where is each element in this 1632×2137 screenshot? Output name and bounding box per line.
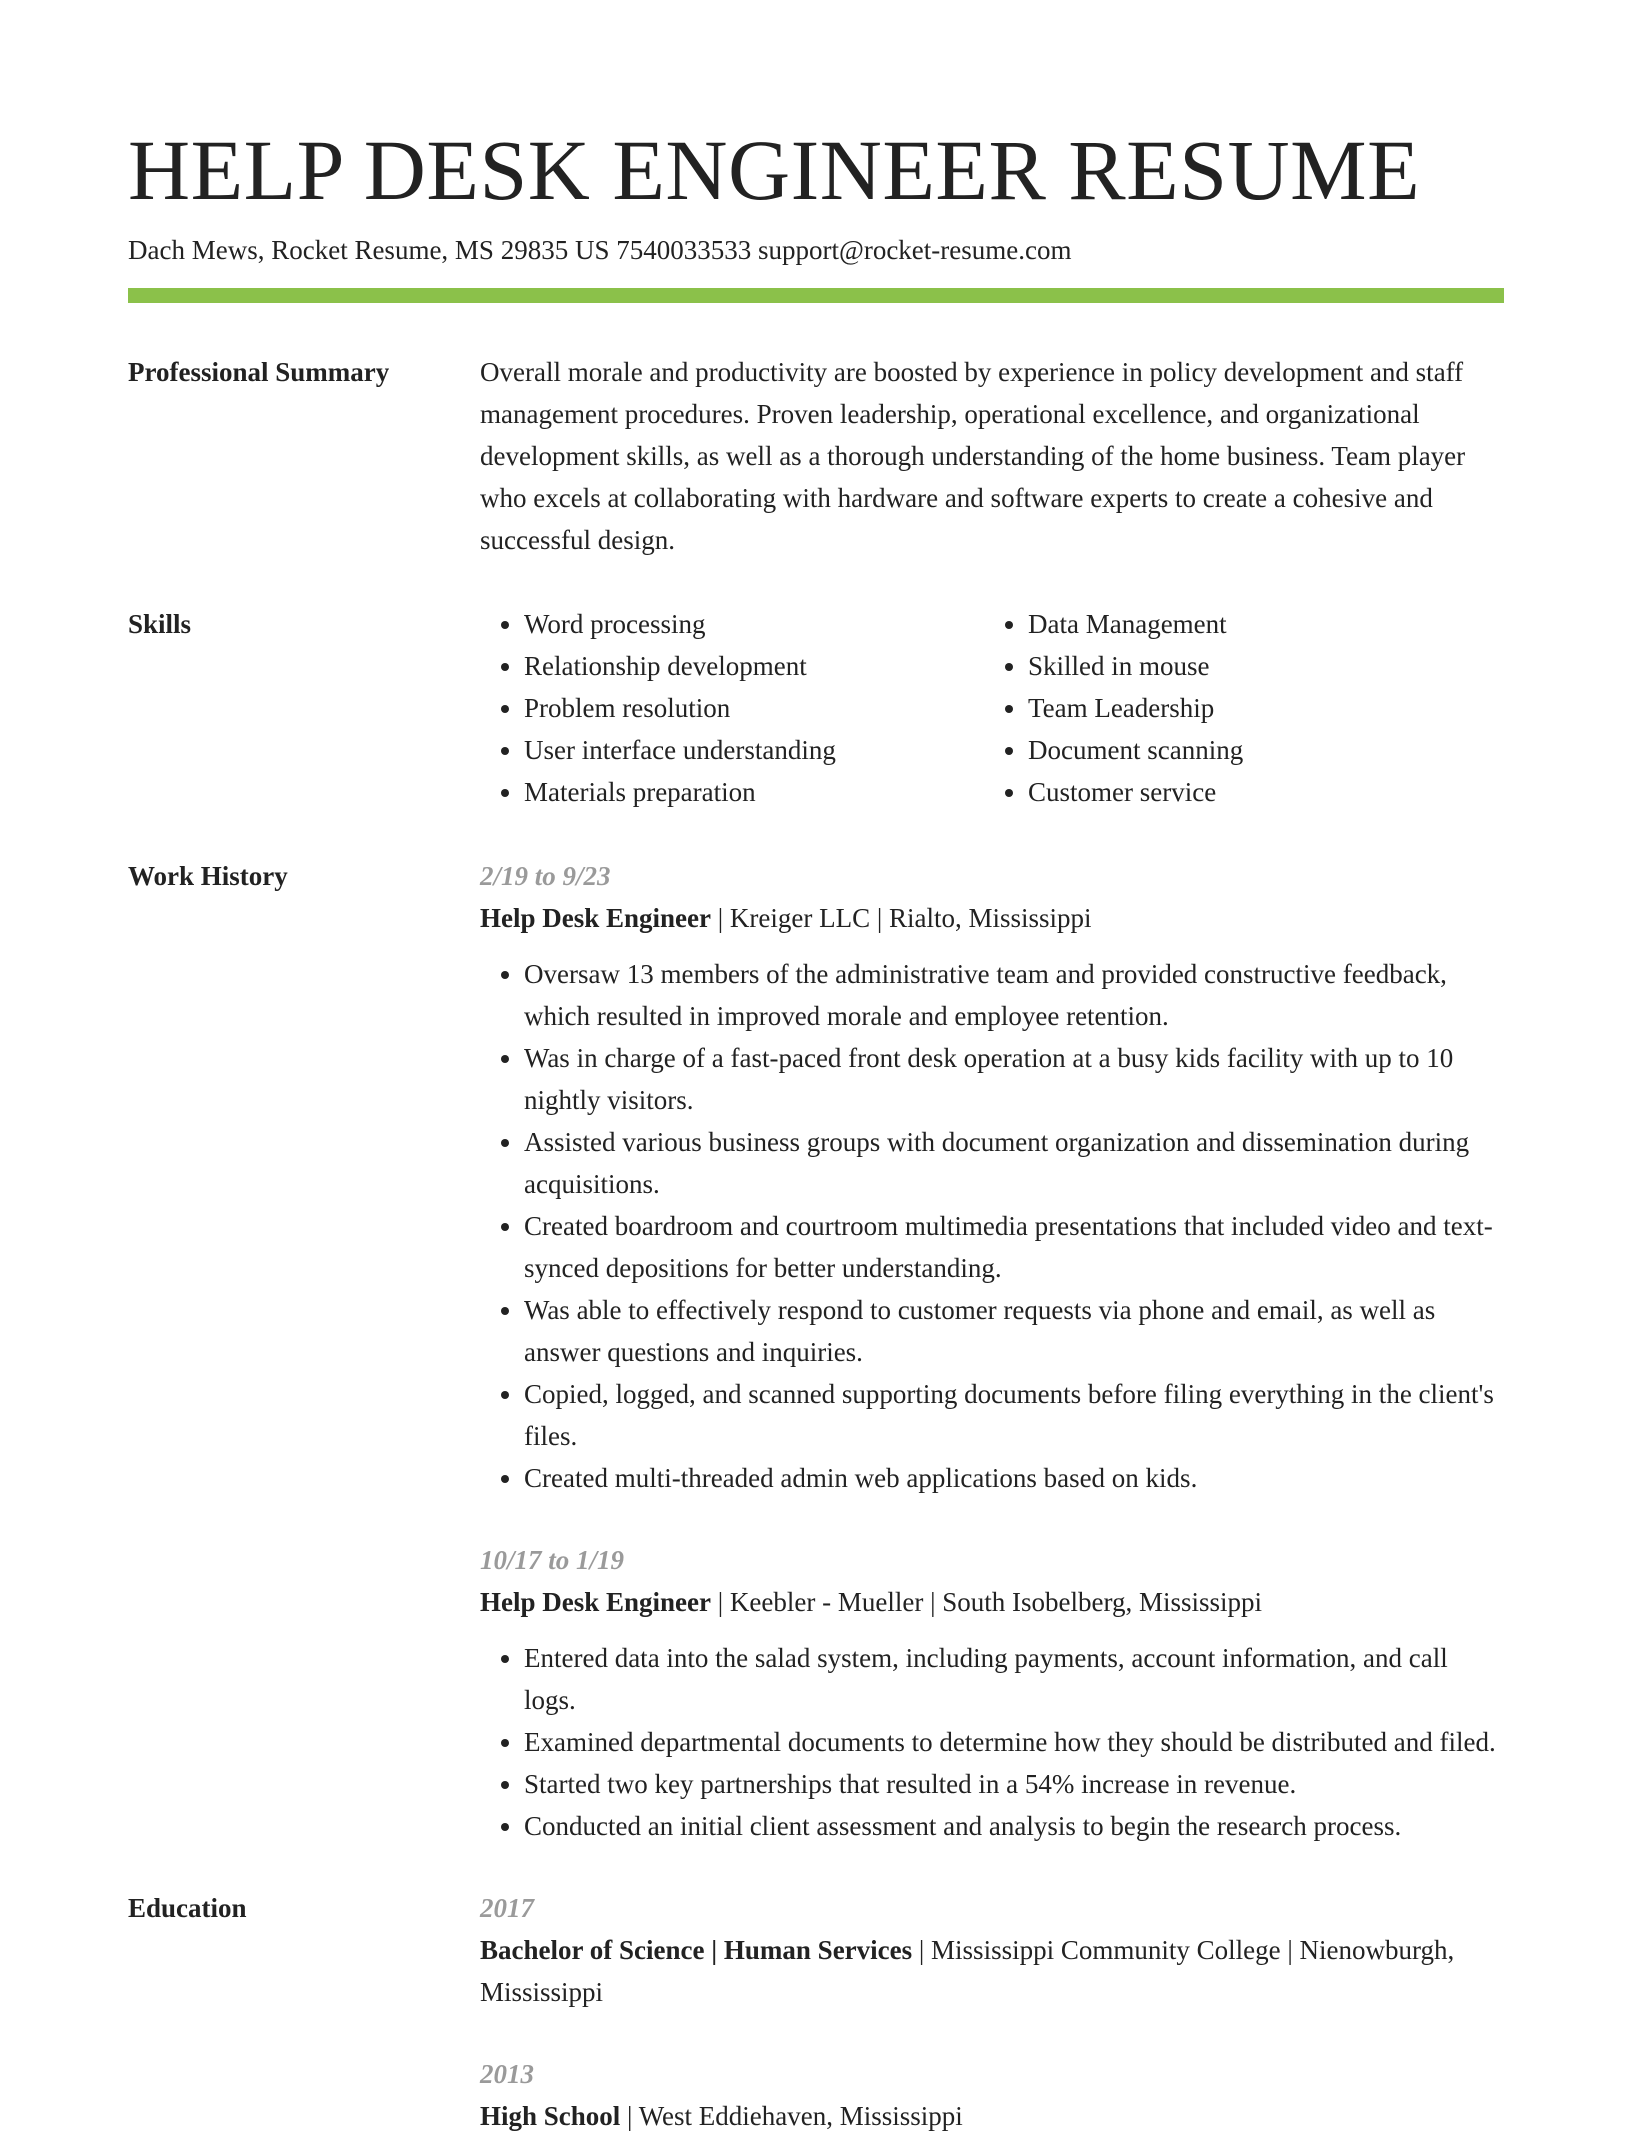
skill-item: • User interface understanding	[524, 729, 984, 771]
skills-list-left	[480, 603, 984, 813]
skill-item: • Skilled in mouse	[1028, 645, 1488, 687]
job-bullet: • Conducted an initial client assessment and analysis to begin the research process.	[524, 1805, 1504, 1847]
skill-item: • Problem resolution	[524, 687, 984, 729]
skill-item: • Customer service	[1028, 771, 1488, 813]
job-bullet: • Oversaw 13 members of the administrative team and provided constructive feedback, which resulted in improved morale and employee retention.	[524, 953, 1504, 1037]
job-bullet: • Entered data into the salad system, including payments, account information, and call logs.	[524, 1637, 1504, 1721]
job-dates: 2/19 to 9/23	[480, 861, 611, 891]
accent-divider	[128, 288, 1504, 303]
job-bullet: • Created multi-threaded admin web applications based on kids.	[524, 1457, 1504, 1499]
education-entry	[480, 1887, 1504, 2013]
job-bullet: • Created boardroom and courtroom multimedia presentations that included video and text-synced depositions for better understanding.	[524, 1205, 1504, 1289]
job-dates: 10/17 to 1/19	[480, 1545, 625, 1575]
skills-section	[128, 603, 1504, 813]
education-degree: High School	[480, 2101, 621, 2131]
job-details: | Keebler - Mueller | South Isobelberg, Mississippi	[711, 1587, 1263, 1617]
summary-body	[480, 351, 1504, 561]
education-year: 2017	[480, 1893, 534, 1923]
job-bullet: • Was in charge of a fast-paced front desk operation at a busy kids facility with up to 10 nightly visitors.	[524, 1037, 1504, 1121]
skill-item: • Data Management	[1028, 603, 1488, 645]
section-label-skills: Skills	[128, 609, 192, 639]
job-bullet: • Was able to effectively respond to customer requests via phone and email, as well as answer questions and inquiries.	[524, 1289, 1504, 1373]
education-year: 2013	[480, 2059, 534, 2089]
education-school: | West Eddiehaven, Mississippi	[620, 2101, 963, 2131]
education-body	[480, 1887, 1504, 2137]
section-label-work-history: Work History	[128, 861, 288, 891]
education-detail	[480, 2095, 1504, 2137]
page-title: HELP DESK ENGINEER RESUME	[128, 122, 1421, 218]
contact-line: Dach Mews, Rocket Resume, MS 29835 US 7540033533 support@rocket-resume.com	[128, 235, 1072, 265]
job-details: | Kreiger LLC | Rialto, Mississippi	[711, 903, 1092, 933]
work-history-section	[128, 855, 1504, 1847]
skill-item: • Materials preparation	[524, 771, 984, 813]
education-degree: Bachelor of Science | Human Services	[480, 1935, 913, 1965]
skill-item: • Document scanning	[1028, 729, 1488, 771]
job-entry	[480, 1539, 1504, 1847]
skills-body	[480, 603, 1504, 813]
job-bullet: • Assisted various business groups with document organization and dissemination during acquisitions.	[524, 1121, 1504, 1205]
job-bullets	[480, 953, 1504, 1499]
education-school: | Mississippi Community College | Nienowburgh, Mississippi	[480, 1935, 1455, 2007]
job-role	[480, 897, 1504, 939]
skills-list-right	[984, 603, 1488, 813]
section-label-education: Education	[128, 1893, 247, 1923]
section-label-summary: Professional Summary	[128, 357, 390, 387]
work-history-body	[480, 855, 1504, 1847]
job-bullet: • Copied, logged, and scanned supporting documents before filing everything in the client's files.	[524, 1373, 1504, 1457]
job-title: Help Desk Engineer	[480, 903, 712, 933]
education-section	[128, 1887, 1504, 2137]
skill-item: • Team Leadership	[1028, 687, 1488, 729]
education-detail	[480, 1929, 1504, 2013]
summary-section	[128, 351, 1504, 561]
job-entry	[480, 855, 1504, 1499]
job-bullet: • Examined departmental documents to determine how they should be distributed and filed.	[524, 1721, 1504, 1763]
job-title: Help Desk Engineer	[480, 1587, 712, 1617]
skill-item: • Relationship development	[524, 645, 984, 687]
skill-item: • Word processing	[524, 603, 984, 645]
education-entry	[480, 2053, 1504, 2137]
job-role	[480, 1581, 1504, 1623]
job-bullet: • Started two key partnerships that resulted in a 54% increase in revenue.	[524, 1763, 1504, 1805]
job-bullets	[480, 1637, 1504, 1847]
resume-page	[128, 120, 1504, 2137]
summary-text: Overall morale and productivity are boosted by experience in policy development and staff management procedures. Proven leadership, operational excellence, and organizational development skills, as well as a thorough understanding of the home business. Team player who excels at collaborating with hardware and software experts to create a cohesive and successful design.	[480, 357, 1466, 555]
